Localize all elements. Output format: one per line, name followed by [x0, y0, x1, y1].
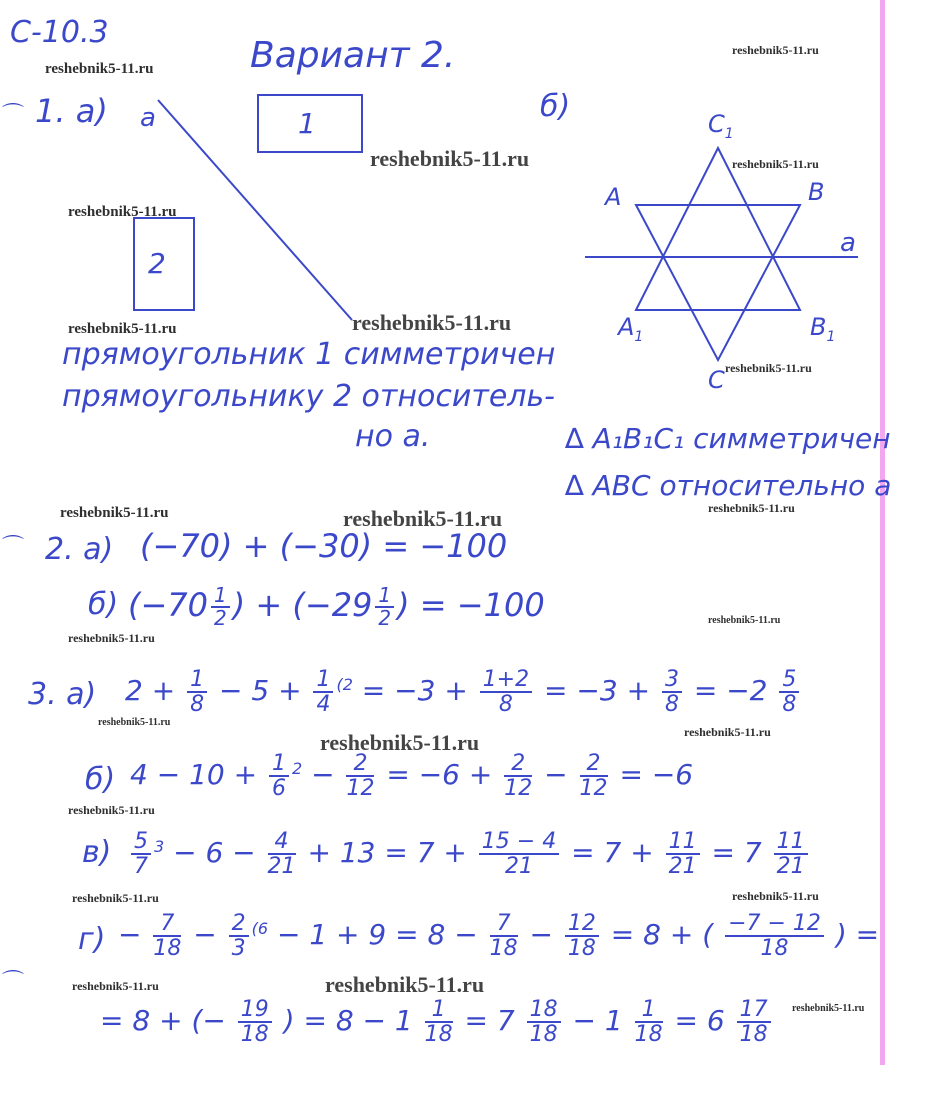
task1-a-label: 1. а) — [35, 92, 108, 130]
task1-text-line2: прямоугольнику 2 относитель- — [62, 379, 555, 414]
watermark: reshebnik5-11.ru — [68, 803, 155, 817]
point-b: B — [808, 178, 825, 206]
watermark: reshebnik5-11.ru — [708, 615, 781, 626]
watermark: reshebnik5-11.ru — [370, 146, 530, 171]
task3-d-label: г) — [78, 922, 106, 957]
task2-b-expression: (−70 $\frac{1}{2}$ ) + (−29 $\frac{1}{2}$ ) = −100 — [128, 583, 545, 630]
watermark: reshebnik5-11.ru — [343, 506, 503, 531]
task1-b-text-line1: ∆ A₁B₁C₁ симметричен — [565, 422, 891, 455]
watermark: reshebnik5-11.ru — [72, 891, 159, 905]
task1-b-label: б) — [540, 89, 571, 124]
task3-d-expression: − $\frac{7}{18}$ − $\frac{2}{3}$ $^{(6}$ − 1 + 9 = 8 − $\frac{7}{18}$ − $\frac{12}{18}$ = 8 + ( $\frac{-7 - 12}{18}$ ) = — [118, 911, 880, 962]
watermark: reshebnik5-11.ru — [684, 725, 771, 739]
point-a: A — [605, 183, 622, 211]
task1-b-text-line2: ∆ ABC относительно а — [565, 469, 892, 502]
line-label-a: a — [140, 103, 156, 133]
watermark: reshebnik5-11.ru — [60, 505, 169, 521]
watermark: reshebnik5-11.ru — [708, 501, 795, 515]
task2-a-label: 2. а) — [45, 532, 114, 567]
rectangle-2-label: 2 — [148, 247, 166, 280]
task3-c-expression: $\frac{5}{7}$ $^3$ − 6 − $\frac{4}{21}$ + 13 = 7 + $\frac{15 - 4}{21}$ = 7 + $\frac{11}{21}$ = 7 $\frac{11}{21}$ — [128, 830, 811, 878]
watermark: reshebnik5-11.ru — [68, 204, 177, 220]
point-b1: $B_1$ — [810, 313, 836, 345]
watermark: reshebnik5-11.ru — [45, 61, 154, 77]
point-a1: $A_1$ — [618, 313, 644, 345]
task1-text-line3: но а. — [355, 419, 431, 454]
watermark: reshebnik5-11.ru — [72, 979, 159, 993]
margin-tick-2: ⌒ — [2, 535, 25, 560]
point-c1: $C_1$ — [708, 110, 734, 142]
watermark: reshebnik5-11.ru — [325, 972, 485, 997]
watermark: reshebnik5-11.ru — [732, 889, 819, 903]
task2-b-label: б) — [88, 587, 119, 622]
task3-b-expression: 4 − 10 + $\frac{1}{6}$ $^2$ − $\frac{2}{12}$ = −6 + $\frac{2}{12}$ − $\frac{2}{12}$ = −6 — [130, 751, 694, 802]
watermark: reshebnik5-11.ru — [352, 310, 512, 335]
watermark: reshebnik5-11.ru — [732, 157, 819, 171]
task1-text-line1: прямоугольник 1 симметричен — [62, 337, 556, 372]
watermark: reshebnik5-11.ru — [320, 730, 480, 755]
point-c: C — [708, 366, 725, 394]
task3-c-label: в) — [82, 835, 112, 870]
task3-d-continuation: = 8 + (− $\frac{19}{18}$ ) = 8 − 1 $\frac{1}{18}$ = 7 $\frac{18}{18}$ − 1 $\frac{1}{18}$ = 6 $\frac{17}{18}$ — [100, 998, 774, 1046]
task-code: C-10.3 — [10, 15, 109, 50]
watermark: reshebnik5-11.ru — [98, 717, 171, 728]
variant-title: Вариант 2. — [250, 35, 456, 76]
margin-tick-3: ⌒ — [2, 970, 25, 995]
task3-b-label: б) — [85, 762, 116, 797]
axis-label-a: a — [840, 228, 856, 258]
watermark: reshebnik5-11.ru — [68, 321, 177, 337]
margin-tick-1: ⌒ — [2, 103, 25, 128]
triangle-abc — [636, 205, 800, 360]
watermark: reshebnik5-11.ru — [725, 361, 812, 375]
task3-a-expression: 2 + $\frac{1}{8}$ − 5 + $\frac{1}{4}$ $^{(2}$ = −3 + $\frac{1+2}{8}$ = −3 + $\frac{3}{8}$ = −2 $\frac{5}{8}$ — [125, 668, 802, 716]
watermark: reshebnik5-11.ru — [792, 1003, 865, 1014]
watermark: reshebnik5-11.ru — [732, 43, 819, 57]
rectangle-1-label: 1 — [298, 107, 316, 140]
task3-a-label: 3. а) — [28, 677, 97, 712]
task2-a-expression: (−70) + (−30) = −100 — [140, 527, 508, 565]
watermark: reshebnik5-11.ru — [68, 631, 155, 645]
triangle-a1b1c1 — [636, 148, 800, 310]
symmetry-line-a — [158, 100, 352, 320]
